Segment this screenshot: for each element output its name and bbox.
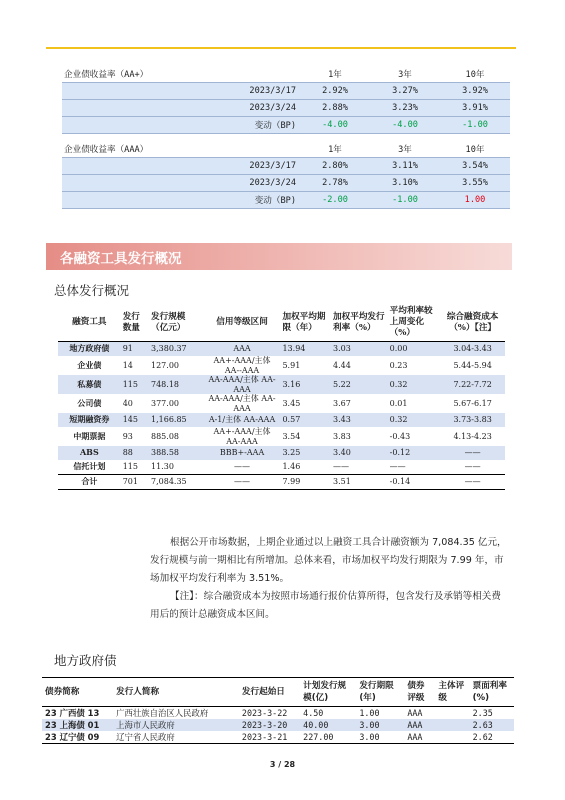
table-row xyxy=(58,356,505,375)
table-row xyxy=(62,83,510,100)
table-cell: 23 广西债 13 xyxy=(45,708,100,718)
value-cell: 3.54% xyxy=(440,158,510,175)
value-cell: 3.27% xyxy=(370,83,440,100)
table-cell: 3.51 xyxy=(331,475,388,490)
table-cell: 5.44-5.94 xyxy=(453,360,492,370)
col-header: 主体评级 xyxy=(435,678,469,707)
table-cell: 2023-3-20 xyxy=(239,719,300,731)
table-row xyxy=(62,175,510,192)
instrument-name: 信托计划 xyxy=(73,461,106,472)
table-cell: 上海市人民政府 xyxy=(113,719,239,731)
table-cell: 127.00 xyxy=(151,360,179,370)
table-cell: 3.25 xyxy=(280,446,331,460)
table-cell: 5.67-6.17 xyxy=(453,398,492,408)
table-row xyxy=(58,375,505,394)
issuance-table xyxy=(58,304,505,490)
instrument-name: 短期融资券 xyxy=(58,413,121,427)
table-row xyxy=(58,342,505,357)
table-row xyxy=(62,158,510,175)
table-cell: -0.14 xyxy=(388,475,441,490)
table-row xyxy=(58,475,505,490)
table-cell: 3.54 xyxy=(282,431,301,441)
table-cell: 23 上海债 01 xyxy=(42,719,113,731)
change-value: -4.00 xyxy=(370,117,440,134)
table-row xyxy=(42,719,514,731)
summary-paragraph: 根据公开市场数据，上期企业通过以上融资工具合计融资额为 7,084.35 亿元，发行规模与前一期相比有所增加。总体来看，市场加权平均发行期限为 7.99 年，市场加权平均发行利率为 3.51%。 xyxy=(150,537,507,584)
section-title: 各融资工具发行概况 xyxy=(60,251,182,267)
instrument-name: 地方政府债 xyxy=(58,342,121,357)
col-header: 1年 xyxy=(300,66,370,83)
col-header: 债券简称 xyxy=(42,678,113,707)
table-row xyxy=(58,460,505,475)
table-cell: 3.04-3.43 xyxy=(440,342,505,357)
col-header: 综合融资成本（%）【注】 xyxy=(440,304,505,342)
table-cell: 3.43 xyxy=(331,413,388,427)
table-cell: 广西壮族自治区人民政府 xyxy=(116,708,209,718)
col-header: 加权平均期限（年） xyxy=(280,304,331,342)
table-cell: AAA xyxy=(404,719,435,731)
table-cell: 2023-3-22 xyxy=(241,708,288,718)
table-row xyxy=(58,427,505,446)
instrument-name: 中期票据 xyxy=(73,430,106,441)
instrument-name: ABS xyxy=(58,446,121,460)
table-cell: 115 xyxy=(122,462,138,472)
table-cell: AAA xyxy=(404,731,435,744)
instrument-name: 公司债 xyxy=(77,397,102,408)
table-cell: AAA xyxy=(407,708,423,718)
change-value: -4.00 xyxy=(300,117,370,134)
table-cell: 885.08 xyxy=(151,431,179,441)
table-cell: 3.40 xyxy=(331,446,388,460)
note-paragraph: 【注】：综合融资成本为按照市场通行报价估算所得，包含发行及承销等相关费用后的预计总融资成本区间。 xyxy=(150,591,501,620)
table-cell: 2.62 xyxy=(470,731,514,744)
table-cell: —— xyxy=(204,475,281,490)
col-header: 计划发行规模(亿) xyxy=(300,678,356,707)
col-header: 3年 xyxy=(370,141,440,158)
table-title: 企业债收益率（AAA） xyxy=(62,141,192,158)
table-cell: 0.57 xyxy=(280,413,331,427)
change-row xyxy=(62,192,510,209)
instrument-name: 合计 xyxy=(58,475,121,490)
table-cell: AA+-AAA/主体 AA--AAA xyxy=(213,356,271,375)
value-cell: 2.88% xyxy=(300,100,370,117)
table-cell: 1.00 xyxy=(359,708,380,718)
col-header: 发行数量 xyxy=(121,304,149,342)
table-cell: 0.01 xyxy=(389,398,408,408)
value-cell: 3.55% xyxy=(440,175,510,192)
table-cell: 701 xyxy=(121,475,149,490)
table-cell: 2.63 xyxy=(470,719,514,731)
local-gov-bond-table xyxy=(42,677,514,744)
table-cell: 2.35 xyxy=(472,708,493,718)
table-cell: 3.45 xyxy=(282,398,301,408)
table-cell: 93 xyxy=(122,431,133,441)
table-cell: 2023-3-21 xyxy=(239,731,300,744)
header-rule xyxy=(46,47,516,49)
table-cell: 7.99 xyxy=(280,475,331,490)
value-cell: 3.92% xyxy=(440,83,510,100)
local-gov-title: 地方政府债 xyxy=(54,653,117,668)
table-cell xyxy=(435,719,469,731)
table-cell: 0.32 xyxy=(388,413,441,427)
table-cell: 13.94 xyxy=(280,342,331,357)
col-header: 债券评级 xyxy=(404,678,435,707)
table-cell: 3.67 xyxy=(333,398,351,408)
table-cell: 388.58 xyxy=(149,446,204,460)
date-cell: 2023/3/24 xyxy=(192,100,300,117)
page-number: 3 / 28 xyxy=(269,760,296,769)
table-cell: 7.22-7.72 xyxy=(440,375,505,394)
table-cell: 4.44 xyxy=(333,360,351,370)
table-cell: —— xyxy=(440,475,505,490)
col-header: 融资工具 xyxy=(58,304,121,342)
yield-table-aaa xyxy=(62,141,510,209)
table-cell xyxy=(435,731,469,744)
value-cell: 2.78% xyxy=(300,175,370,192)
table-cell: 145 xyxy=(121,413,149,427)
col-header: 平均利率较上周变化（%） xyxy=(388,304,441,342)
table-cell: 11.30 xyxy=(151,462,174,472)
col-header: 3年 xyxy=(370,66,440,83)
table-cell: 1.46 xyxy=(282,462,301,472)
table-cell: —— xyxy=(464,462,481,472)
col-header: 10年 xyxy=(440,66,510,83)
change-value: -1.00 xyxy=(370,192,440,209)
value-cell: 3.11% xyxy=(370,158,440,175)
table-row xyxy=(58,413,505,427)
table-cell: 227.00 xyxy=(300,731,356,744)
col-header: 发行人简称 xyxy=(113,678,239,707)
change-label: 变动（BP) xyxy=(192,192,300,209)
table-cell: AA-AAA/主体 AA-AAA xyxy=(208,394,276,413)
table-cell: 23 辽宁债 09 xyxy=(42,731,113,744)
value-cell: 3.23% xyxy=(370,100,440,117)
table-cell: 377.00 xyxy=(151,398,179,408)
change-value: -1.00 xyxy=(440,117,510,134)
table-cell: 3,380.37 xyxy=(149,342,204,357)
table-cell: 7,084.35 xyxy=(149,475,204,490)
table-cell: 115 xyxy=(121,375,149,394)
yield-table-aa-plus xyxy=(62,66,510,134)
table-cell: 14 xyxy=(122,360,133,370)
table-cell: —— xyxy=(389,462,406,472)
table-cell: 0.23 xyxy=(389,360,408,370)
change-value: 1.00 xyxy=(440,192,510,209)
section-header xyxy=(46,243,512,270)
table-row xyxy=(58,446,505,460)
table-cell: 3.16 xyxy=(280,375,331,394)
table-cell: A-1/主体 AA-AAA xyxy=(204,413,281,427)
value-cell: 3.91% xyxy=(440,100,510,117)
table-cell: —— xyxy=(440,446,505,460)
table-cell: 1,166.85 xyxy=(149,413,204,427)
change-value: -2.00 xyxy=(300,192,370,209)
table-cell: 4.50 xyxy=(303,708,324,718)
col-header: 发行规模（亿元） xyxy=(149,304,204,342)
date-cell: 2023/3/24 xyxy=(192,175,300,192)
table-cell: AAA xyxy=(204,342,281,357)
table-row xyxy=(58,394,505,413)
col-header: 信用等级区间 xyxy=(204,304,281,342)
table-cell: 3.03 xyxy=(331,342,388,357)
table-cell: 3.00 xyxy=(356,719,404,731)
table-row xyxy=(42,731,514,744)
table-cell: 88 xyxy=(121,446,149,460)
table-cell xyxy=(435,707,469,720)
col-header: 加权平均发行利率（%） xyxy=(331,304,388,342)
value-cell: 2.80% xyxy=(300,158,370,175)
col-header: 1年 xyxy=(300,141,370,158)
table-cell: 0.00 xyxy=(388,342,441,357)
col-header: 票面利率(%) xyxy=(470,678,514,707)
table-cell: 40.00 xyxy=(300,719,356,731)
change-row xyxy=(62,117,510,134)
table-cell: 3.00 xyxy=(356,731,404,744)
table-cell: 748.18 xyxy=(149,375,204,394)
value-cell: 2.92% xyxy=(300,83,370,100)
table-cell: —— xyxy=(333,462,350,472)
instrument-name: 企业债 xyxy=(77,359,102,370)
col-header: 10年 xyxy=(440,141,510,158)
table-cell: —— xyxy=(234,462,251,472)
table-cell: 3.73-3.83 xyxy=(440,413,505,427)
table-cell: BBB+-AAA xyxy=(204,446,281,460)
table-cell: 5.91 xyxy=(282,360,301,370)
date-cell: 2023/3/17 xyxy=(192,158,300,175)
value-cell: 3.10% xyxy=(370,175,440,192)
table-cell: -0.43 xyxy=(389,431,411,441)
table-cell: 4.13-4.23 xyxy=(453,431,492,441)
table-cell: 0.32 xyxy=(388,375,441,394)
overview-title: 总体发行概况 xyxy=(54,283,130,298)
instrument-name: 私募债 xyxy=(58,375,121,394)
table-cell: 5.22 xyxy=(331,375,388,394)
table-cell: AA-AAA/主体 AA-AAA xyxy=(204,375,281,394)
table-cell: 40 xyxy=(122,398,133,408)
col-header: 发行期限(年) xyxy=(356,678,404,707)
change-label: 变动（BP) xyxy=(192,117,300,134)
table-cell: 91 xyxy=(121,342,149,357)
table-cell: 3.83 xyxy=(333,431,351,441)
table-row xyxy=(42,707,514,720)
table-row xyxy=(62,100,510,117)
table-cell: -0.12 xyxy=(388,446,441,460)
col-header: 发行起始日 xyxy=(239,678,300,707)
table-cell: 辽宁省人民政府 xyxy=(113,731,239,744)
table-title: 企业债收益率（AA+） xyxy=(62,66,192,83)
table-cell: AA+-AAA/主体 AA-AAA xyxy=(213,427,271,446)
date-cell: 2023/3/17 xyxy=(192,83,300,100)
